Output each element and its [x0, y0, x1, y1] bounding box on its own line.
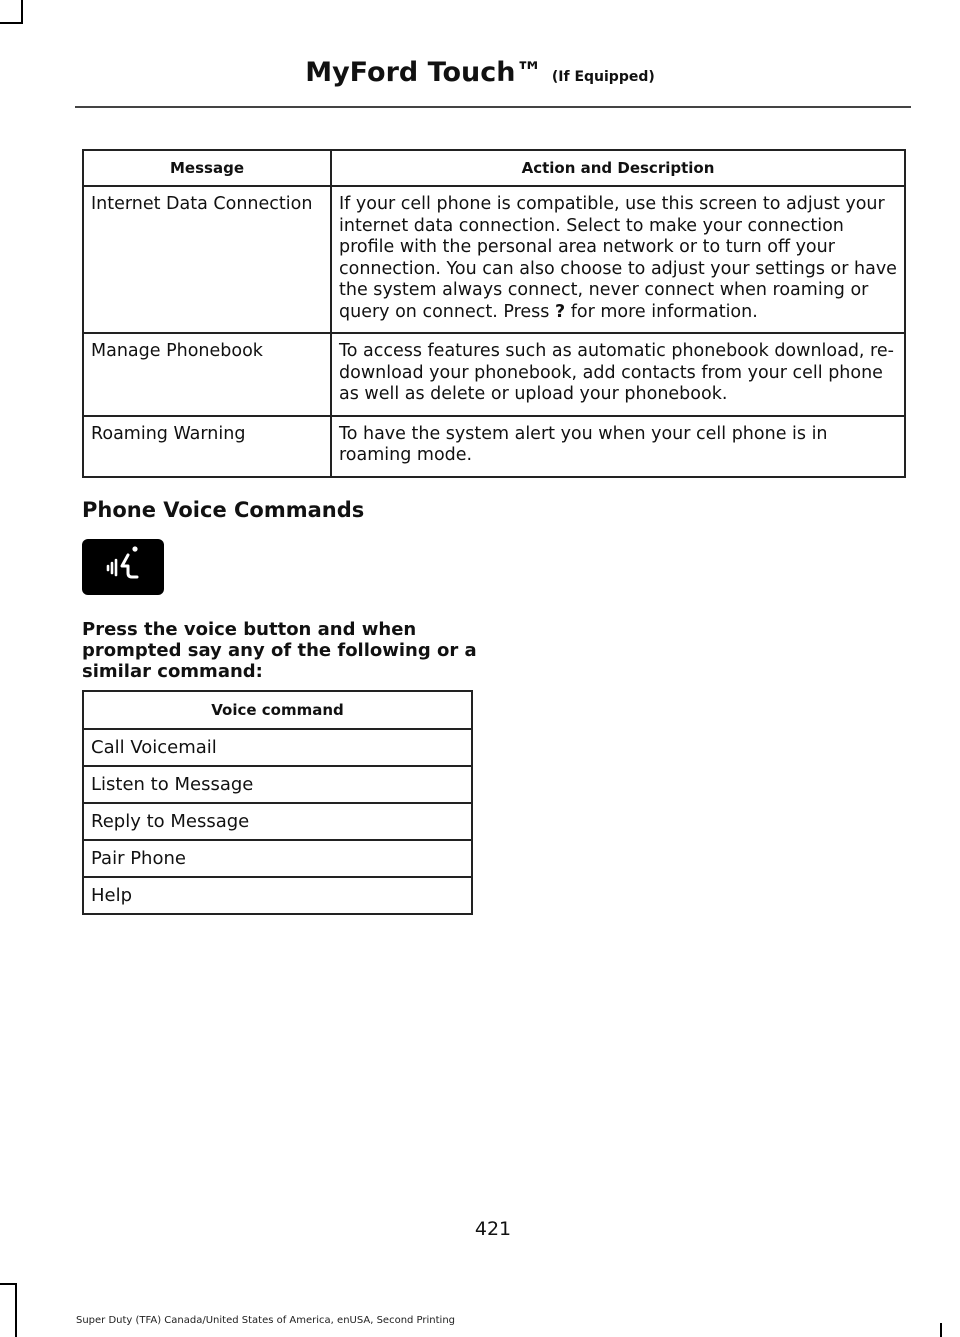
page-title — [0, 57, 960, 88]
table-row — [83, 803, 472, 840]
voice-command-cell: Reply to Message — [83, 803, 472, 840]
voice-command-cell: Listen to Message — [83, 766, 472, 803]
table-header-row — [83, 150, 905, 186]
column-header-message: Message — [83, 150, 331, 186]
table-row — [83, 186, 905, 333]
crop-mark — [15, 1283, 17, 1337]
crop-mark — [0, 22, 23, 24]
voice-command-icon — [82, 539, 164, 595]
messages-table — [82, 149, 906, 478]
action-cell — [331, 186, 905, 333]
table-row — [83, 729, 472, 766]
table-row — [83, 766, 472, 803]
voice-command-icon-glyph — [82, 539, 164, 595]
message-cell: Manage Phonebook — [83, 333, 331, 416]
page-title-qualifier: (If Equipped) — [551, 69, 655, 85]
column-header-action: Action and Description — [331, 150, 905, 186]
crop-mark — [940, 1323, 942, 1337]
crop-mark — [21, 0, 23, 24]
table-row — [83, 416, 905, 477]
help-icon: ? — [554, 301, 566, 322]
footer-text: Super Duty (TFA) Canada/United States of America, enUSA, Second Printing — [76, 1315, 456, 1326]
action-cell: To access features such as automatic phonebook download, re-download your phonebook, add contacts from your cell phone as well as delete or upload your phonebook. — [331, 333, 905, 416]
action-cell: To have the system alert you when your cell phone is in roaming mode. — [331, 416, 905, 477]
message-cell: Roaming Warning — [83, 416, 331, 477]
voice-command-cell: Help — [83, 877, 472, 914]
table-row — [83, 840, 472, 877]
voice-command-table — [82, 690, 473, 915]
action-text: If your cell phone is compatible, use this screen to adjust your internet data connection. Select to make your connection profile with the personal area network or to turn off your connection. You can also choose to adjust your settings or have the system always connect, never connect when roaming or query on connect. Press — [339, 194, 897, 322]
section-heading: Phone Voice Commands — [82, 498, 365, 522]
header-divider — [75, 106, 911, 108]
table-row — [83, 877, 472, 914]
table-header-row — [83, 691, 472, 729]
crop-mark — [0, 1283, 17, 1285]
page-number: 421 — [474, 1218, 512, 1240]
table-row — [83, 333, 905, 416]
message-cell: Internet Data Connection — [83, 186, 331, 333]
section-intro: Press the voice button and when prompted say any of the following or a similar command: — [82, 619, 477, 682]
column-header-voice-command: Voice command — [83, 691, 472, 729]
action-text-tail: for more information. — [570, 301, 758, 322]
voice-command-cell: Pair Phone — [83, 840, 472, 877]
page-title-main: MyFord Touch™ — [305, 57, 543, 88]
voice-command-cell: Call Voicemail — [83, 729, 472, 766]
